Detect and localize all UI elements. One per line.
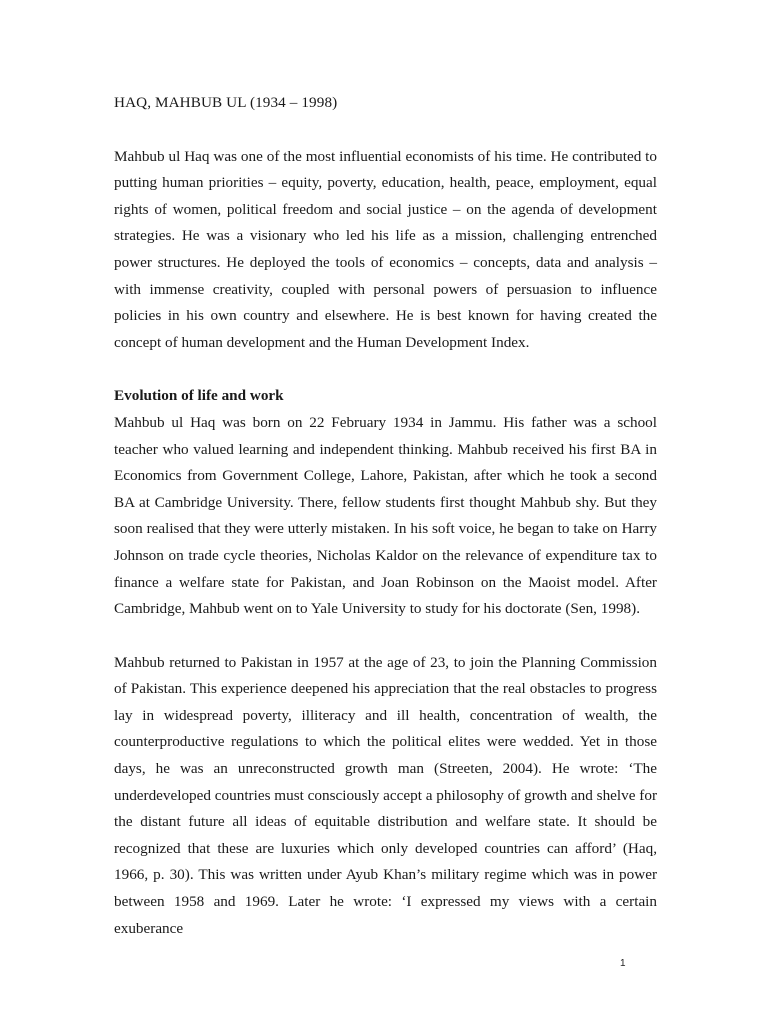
spacer <box>114 623 657 650</box>
section-paragraph-2: Mahbub returned to Pakistan in 1957 at the age of 23, to join the Planning Commission of Pakistan. This experience deepened his appreciation that the real obstacles to progress lay in widespread poverty, illiteracy and ill health, concentration of wealth, the counterproductive regulations to which the political elites were wedded. Yet in those days, he was an unreconstructed growth man (Streeten, 2004). He wrote: ‘The underdeveloped countries must consciously accept a philosophy of growth and shelve for the distant future all ideas of equitable distribution and welfare state. It should be recognized that these are luxuries which only developed countries can afford’ (Haq, 1966, p. 30). This was written under Ayub Khan’s military regime which was in power between 1958 and 1969. Later he wrote: ‘I expressed my views with a certain exuberance <box>114 653 657 937</box>
intro-paragraph: Mahbub ul Haq was one of the most influential economists of his time. He contributed to putting human priorities – equity, poverty, education, health, peace, employment, equal rights of women, political freedom and social justice – on the agenda of development strategies. He was a visionary who led his life as a mission, challenging entrenched power structures. He deployed the tools of economics – concepts, data and analysis – with immense creativity, coupled with personal powers of persuasion to influence policies in his own country and elsewhere. He is best known for having created the concept of human development and the Human Development Index. <box>114 147 657 351</box>
page-number: 1 <box>620 958 626 969</box>
document-title: HAQ, MAHBUB UL (1934 – 1998) <box>114 94 338 111</box>
page-content <box>114 90 657 942</box>
section-heading: Evolution of life and work <box>114 387 284 405</box>
section-paragraph-1: Mahbub ul Haq was born on 22 February 1934 in Jammu. His father was a school teacher who valued learning and independent thinking. Mahbub received his first BA in Economics from Government College, Lahore, Pakistan, after which he took a second BA at Cambridge University. There, fellow students first thought Mahbub shy. But they soon realised that they were utterly mistaken. In his soft voice, he began to take on Harry Johnson on trade cycle theories, Nicholas Kaldor on the relevance of expenditure tax to finance a welfare state for Pakistan, and Joan Robinson on the Maoist model. After Cambridge, Mahbub went on to Yale University to study for his doctorate (Sen, 1998). <box>114 413 657 618</box>
spacer <box>114 356 657 383</box>
spacer <box>114 117 657 144</box>
